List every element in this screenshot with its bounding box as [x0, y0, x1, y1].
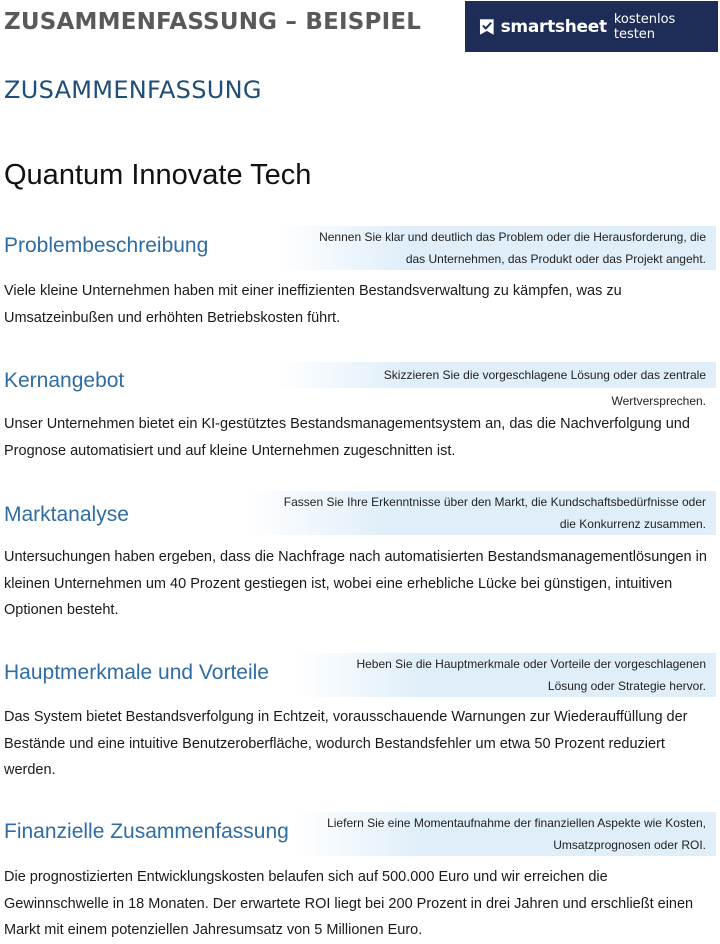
company-name: Quantum Innovate Tech	[4, 159, 312, 191]
brand-cta: kostenlos testen	[613, 11, 676, 42]
section-title: Marktanalyse	[4, 503, 129, 526]
section-body: Viele kleine Unternehmen haben mit einer ineffizienten Bestandsverwaltung zu kämpfen, was zu Umsatzeinbußen und erhöhten Betriebskosten führt.	[4, 283, 622, 326]
section-title: Kernangebot	[4, 369, 125, 392]
brand-name: smartsheet	[500, 16, 607, 37]
section-hint: Fassen Sie Ihre Erkenntnisse über den Markt, die Kundschaftsbedürfnisse oder die Konkurrenz zusammen.	[246, 491, 716, 535]
section-hint: Skizzieren Sie die vorgeschlagene Lösung oder das zentrale Wertversprechen.	[276, 362, 716, 388]
section-hint: Heben Sie die Hauptmerkmale oder Vorteile der vorgeschlagenen Lösung oder Strategie hervor.	[296, 653, 716, 697]
section-title: Hauptmerkmale und Vorteile	[4, 661, 269, 684]
document-heading: ZUSAMMENFASSUNG	[4, 76, 262, 104]
section-hint: Nennen Sie klar und deutlich das Problem oder die Herausforderung, die das Unternehmen, das Produkt oder das Projekt angeht.	[276, 226, 716, 270]
page-header	[0, 0, 720, 56]
section-body: Unser Unternehmen bietet ein KI-gestütztes Bestandsmanagementsystem an, das die Nachverfolgung und Prognose automatisiert und auf kleine Unternehmen zugeschnitten ist.	[4, 416, 690, 459]
section-body: Die prognostizierten Entwicklungskosten belaufen sich auf 500.000 Euro und wir erreichen die Gewinnschwelle in 18 Monaten. Der erwartete ROI liegt bei 200 Prozent in drei Jahren und erschließt einen Markt mit einem potenziellen Jahresumsatz von 5 Millionen Euro.	[4, 869, 694, 938]
smartsheet-trial-button[interactable]	[465, 1, 718, 52]
smartsheet-logo-icon	[479, 18, 495, 36]
section-title: Problembeschreibung	[4, 234, 209, 257]
section-hint: Liefern Sie eine Momentaufnahme der finanziellen Aspekte wie Kosten, Umsatzprognosen oder ROI.	[296, 812, 716, 856]
page-title: ZUSAMMENFASSUNG – BEISPIEL	[4, 9, 422, 35]
section-body: Untersuchungen haben ergeben, dass die Nachfrage nach automatisierten Bestandsmanagementlösungen in kleinen Unternehmen um 40 Prozent gestiegen ist, wobei eine erhebliche Lücke bei günstigen, intuitiven Optionen besteht.	[4, 549, 707, 618]
section-title: Finanzielle Zusammenfassung	[4, 820, 289, 843]
section-body: Das System bietet Bestandsverfolgung in Echtzeit, vorausschauende Warnungen zur Wiederauffüllung der Bestände und eine intuitive Benutzeroberfläche, wodurch Bestandsfehler um etwa 50 Prozent reduziert werden.	[4, 709, 688, 778]
